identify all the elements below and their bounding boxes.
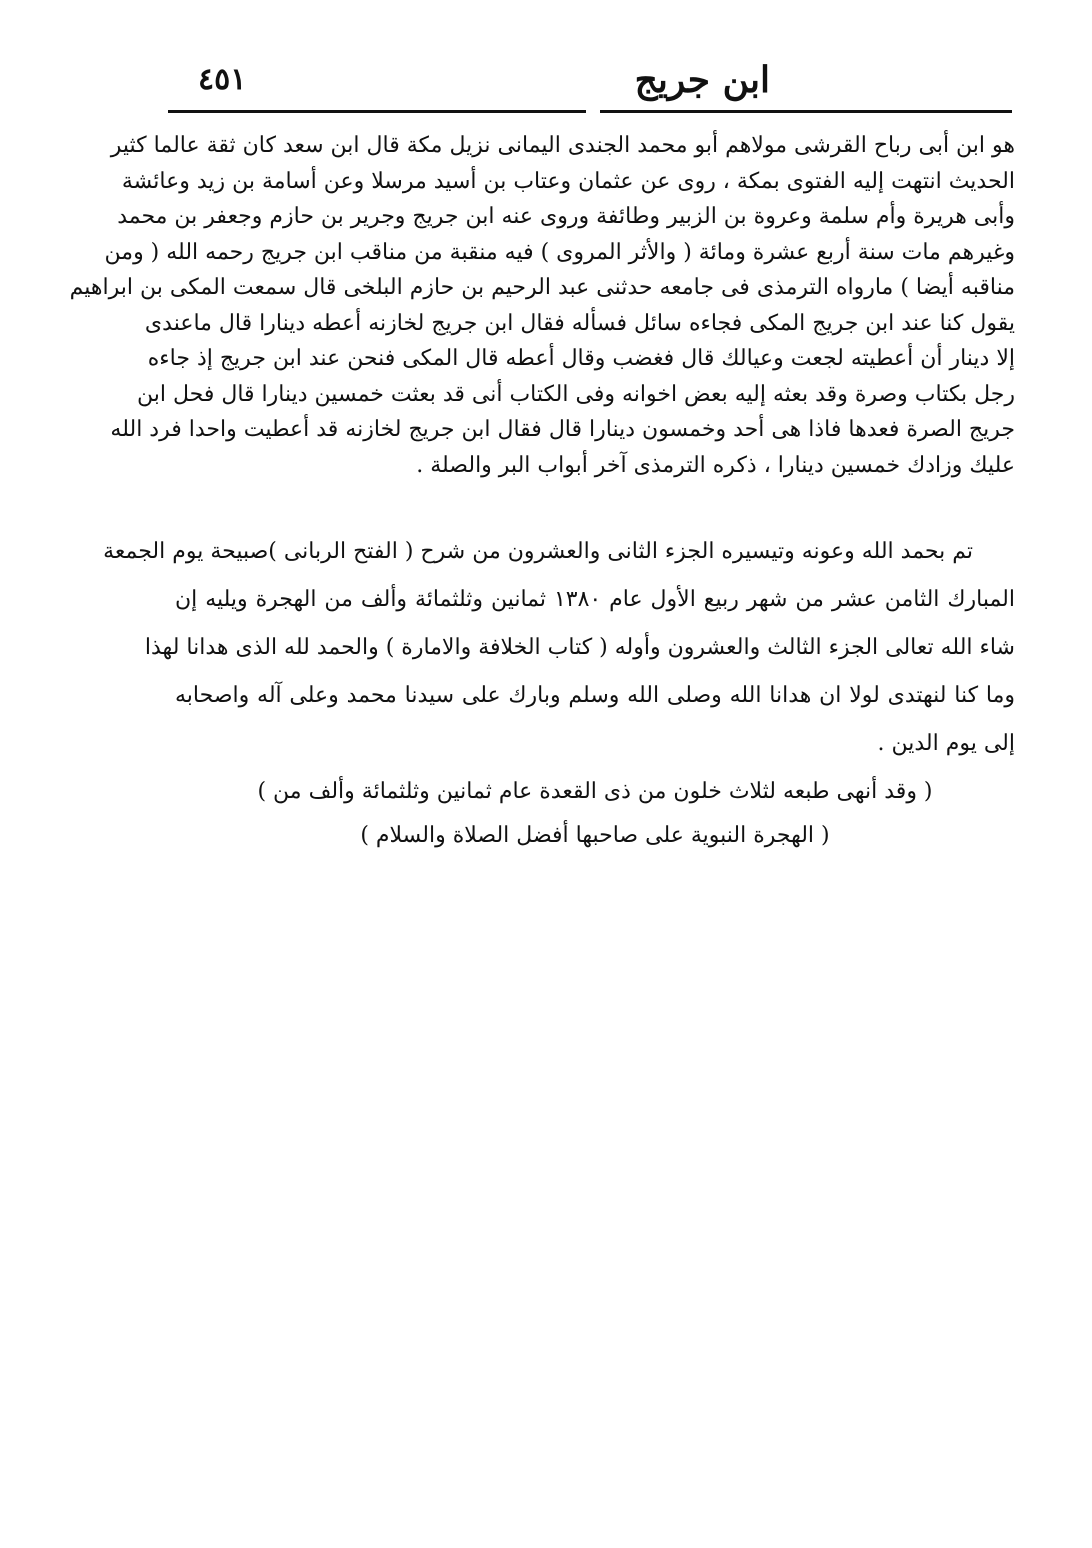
body-line: رجل بكتاب وصرة وقد بعثه إليه بعض اخوانه وفى الكتاب أنى قد بعثت خمسين دينارا قال فحل ابن (137, 381, 1015, 407)
body-line: يقول كنا عند ابن جريج المكى فجاءه سائل فسأله فقال ابن جريج لخازنه أعطه دينارا قال ماعندى (144, 310, 1015, 336)
page-number: ٤٥١ (198, 62, 247, 97)
printing-note-line: ( الهجرة النبوية على صاحبها أفضل الصلاة والسلام ) (360, 823, 830, 848)
printing-note (175, 770, 1015, 858)
printing-note-line: ( وقد أنهى طبعه لثلاث خلون من ذى القعدة عام ثمانين وثلثمائة وألف من ) (257, 779, 933, 804)
colophon-line: إلى يوم الدين . (877, 731, 1015, 756)
colophon (103, 528, 1015, 768)
body-line: الحديث انتهت إليه الفتوى بمكة ، روى عن عثمان وعتاب بن أسيد مرسلا وعن أسامة بن زيد وعائشة (121, 168, 1015, 194)
body-line: وأبى هريرة وأم سلمة وعروة بن الزبير وطائفة وروى عنه ابن جريج وجرير بن حازم وجعفر بن محمد (117, 204, 1015, 229)
header-rule-right (600, 110, 1012, 113)
body-line: هو ابن أبى رباح القرشى مولاهم أبو محمد الجندى اليمانى نزيل مكة قال ابن سعد كان ثقة عالما كثير (110, 133, 1015, 158)
body-line: جريج الصرة فعدها فاذا هى أحد وخمسون دينارا قال فقال ابن جريج لخازنه قد أعطيت واحدا فرد الله (110, 417, 1015, 442)
body-line: إلا دينار أن أعطيته لجعت وعيالك قال فغضب وقال أعطه قال المكى فنحن عند ابن جريج إذ جاءه (147, 346, 1015, 371)
colophon-line: وما كنا لنهتدى لولا ان هدانا الله وصلى الله وسلم وبارك على سيدنا محمد وعلى آله واصحابه (175, 683, 1015, 708)
running-head (170, 56, 1010, 106)
running-title: ابن جريج (634, 59, 770, 101)
colophon-line: المبارك الثامن عشر من شهر ربيع الأول عام ١٣٨٠ ثمانين وثلثمائة وألف من الهجرة ويليه إن (175, 587, 1015, 612)
body-line: وغيرهم مات سنة أربع عشرة ومائة ( والأثر المروى ) فيه منقبة من مناقب ابن جريج رحمه الله ( ومن (104, 239, 1015, 265)
body-line: عليك وزادك خمسين دينارا ، ذكره الترمذى آخر أبواب البر والصلة . (416, 452, 1015, 478)
colophon-line: شاء الله تعالى الجزء الثالث والعشرون وأوله ( كتاب الخلافة والامارة ) والحمد لله الذى هدانا لهذا (144, 635, 1015, 660)
body-line: مناقبه أيضا ) مارواه الترمذى فى جامعه حدثنى عبد الرحيم بن حازم البلخى قال سمعت المكى بن ابراهيم (69, 275, 1015, 300)
header-rule-left (168, 110, 586, 113)
footnote-body (69, 128, 1015, 483)
colophon-line: تم بحمد الله وعونه وتيسيره الجزء الثانى والعشرون من شرح ( الفتح الربانى )صبيحة يوم الجمعة (103, 539, 973, 564)
